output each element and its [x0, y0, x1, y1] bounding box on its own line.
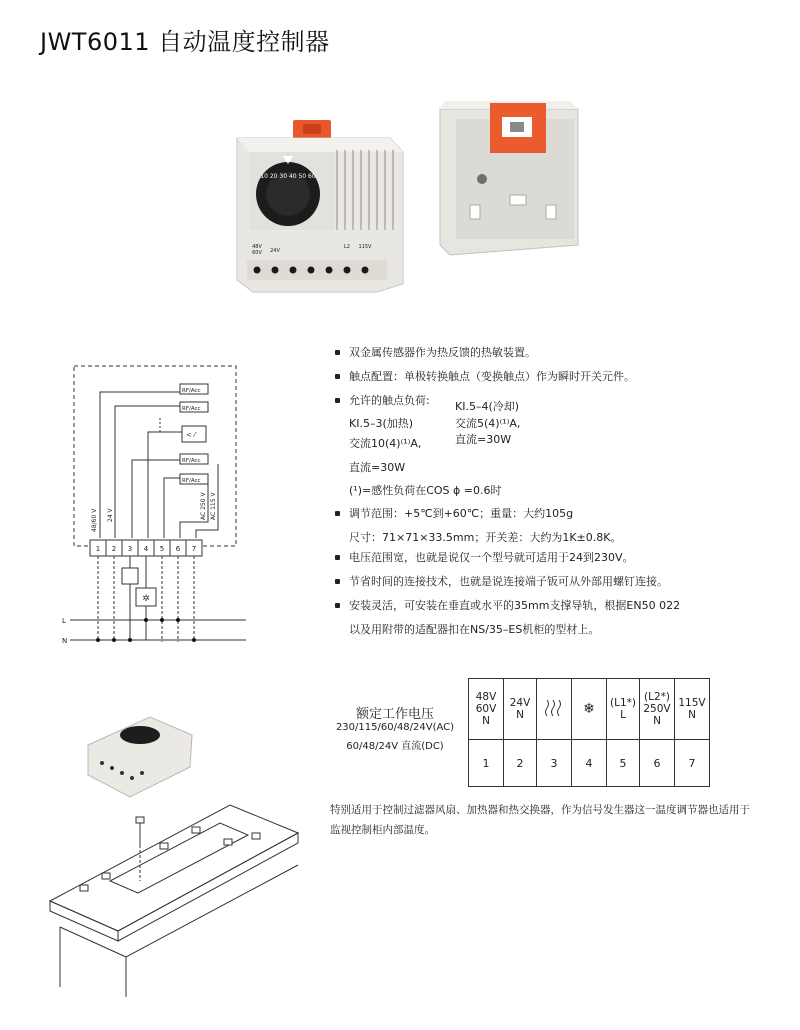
wiring-schematic: [60, 362, 250, 662]
relay-label-3: RF/Acc: [182, 458, 201, 464]
relay-label-4: RF/Acc: [182, 478, 201, 484]
bullet-3-head: 允许的触点负荷:: [349, 394, 430, 407]
label-ac115: AC 115 V: [210, 492, 217, 520]
rating-label: 额定工作电压: [355, 707, 434, 722]
svg-text:✲: ✲: [142, 594, 150, 604]
col-num-2: 2: [504, 740, 537, 787]
rating-ac: 230/115/60/48/24V(AC): [335, 722, 455, 733]
line-n: N: [62, 637, 68, 645]
din-rail-mounting-illustration: [40, 705, 305, 1005]
svg-text:115V: 115V: [358, 244, 372, 250]
bullet-3-note: (¹)=感性负荷在COS ϕ =0.6时: [349, 484, 502, 497]
fan-icon: ❄: [572, 679, 607, 740]
col-header-6: (L2*) 250V N: [640, 679, 675, 740]
bullet-7-cont: 以及用附带的适配器扣在NS/35–ES机柜的型材上。: [349, 623, 600, 636]
bullet-3-cold: KI.5–4(冷却): [455, 400, 520, 413]
label-ac250: AC 250 V: [200, 492, 207, 520]
bullet-1: 双金属传感器作为热反馈的热敏装置。: [349, 346, 536, 359]
dial-scale: 10 20 30 40 50 60: [260, 173, 316, 180]
bullet-3-heat: KI.5–3(加热): [349, 417, 414, 430]
col-num-7: 7: [675, 740, 710, 787]
relay-label-2: RF/Acc: [182, 406, 201, 412]
svg-text:< ⁄: < ⁄: [186, 431, 196, 439]
terminal-5: 5: [159, 545, 165, 553]
device-front-photo: [225, 112, 415, 302]
relay-label-1: RF/Acc: [182, 388, 201, 394]
bullet-7: 安装灵活，可安装在垂直或水平的35mm支撑导轨，根据EN50 022: [349, 599, 681, 612]
bullet-6: 节省时间的连接技术，也就是说连接端子钣可从外部用螺钉连接。: [349, 575, 668, 588]
svg-text:24V: 24V: [270, 248, 280, 254]
terminal-2: 2: [111, 545, 117, 553]
terminal-rating-table: [468, 678, 710, 787]
col-header-7: 115V N: [675, 679, 710, 740]
col-header-2: 24V N: [504, 679, 537, 740]
bullet-4-size: 尺寸：71×71×33.5mm；开关差：大约为1K±0.8K。: [349, 531, 622, 544]
bullet-3-ac-heat: 交流10(4)⁽¹⁾A,: [349, 437, 422, 450]
terminal-strip: [90, 540, 202, 556]
svg-text:48V: 48V: [252, 244, 262, 250]
application-note: 特别适用于控制过滤器风扇、加热器和热交换器，作为信号发生器这一温度调节器也适用于监视控制柜内部温度。: [330, 804, 750, 836]
col-num-6: 6: [640, 740, 675, 787]
bullet-5: 电压范围宽，也就是说仅一个型号就可适用于24到230V。: [349, 551, 634, 564]
col-num-5: 5: [607, 740, 640, 787]
rating-dc: 60/48/24V 直流(DC): [346, 741, 444, 752]
terminal-7: 7: [191, 545, 197, 553]
device-back-photo: [430, 95, 590, 265]
line-l: L: [62, 617, 66, 625]
col-num-4: 4: [572, 740, 607, 787]
bullet-4: 调节范围：+5℃到+60℃；重量：大约105g: [349, 507, 574, 520]
terminal-4: 4: [143, 545, 149, 553]
label-48-60v: 48/60 V: [91, 508, 98, 532]
col-num-3: 3: [537, 740, 572, 787]
col-header-1: 48V 60V N: [469, 679, 504, 740]
bullet-2: 触点配置：单极转换触点（变换触点）作为瞬时开关元件。: [349, 370, 635, 383]
svg-text:60V: 60V: [252, 250, 262, 256]
heater-icon: [537, 679, 572, 740]
page-title: JWT6011 自动温度控制器: [40, 28, 330, 56]
terminal-3: 3: [127, 545, 133, 553]
bullet-3-ac-cold: 交流5(4)⁽¹⁾A,: [455, 417, 521, 430]
terminal-6: 6: [175, 545, 181, 553]
bullet-3-dc-cold: 直流=30W: [455, 433, 512, 446]
col-header-5: (L1*) L: [607, 679, 640, 740]
terminal-1: 1: [95, 545, 101, 553]
col-num-1: 1: [469, 740, 504, 787]
bullet-3-dc-heat: 直流=30W: [349, 461, 406, 474]
label-24v: 24 V: [107, 508, 114, 522]
svg-text:L2: L2: [344, 244, 350, 250]
